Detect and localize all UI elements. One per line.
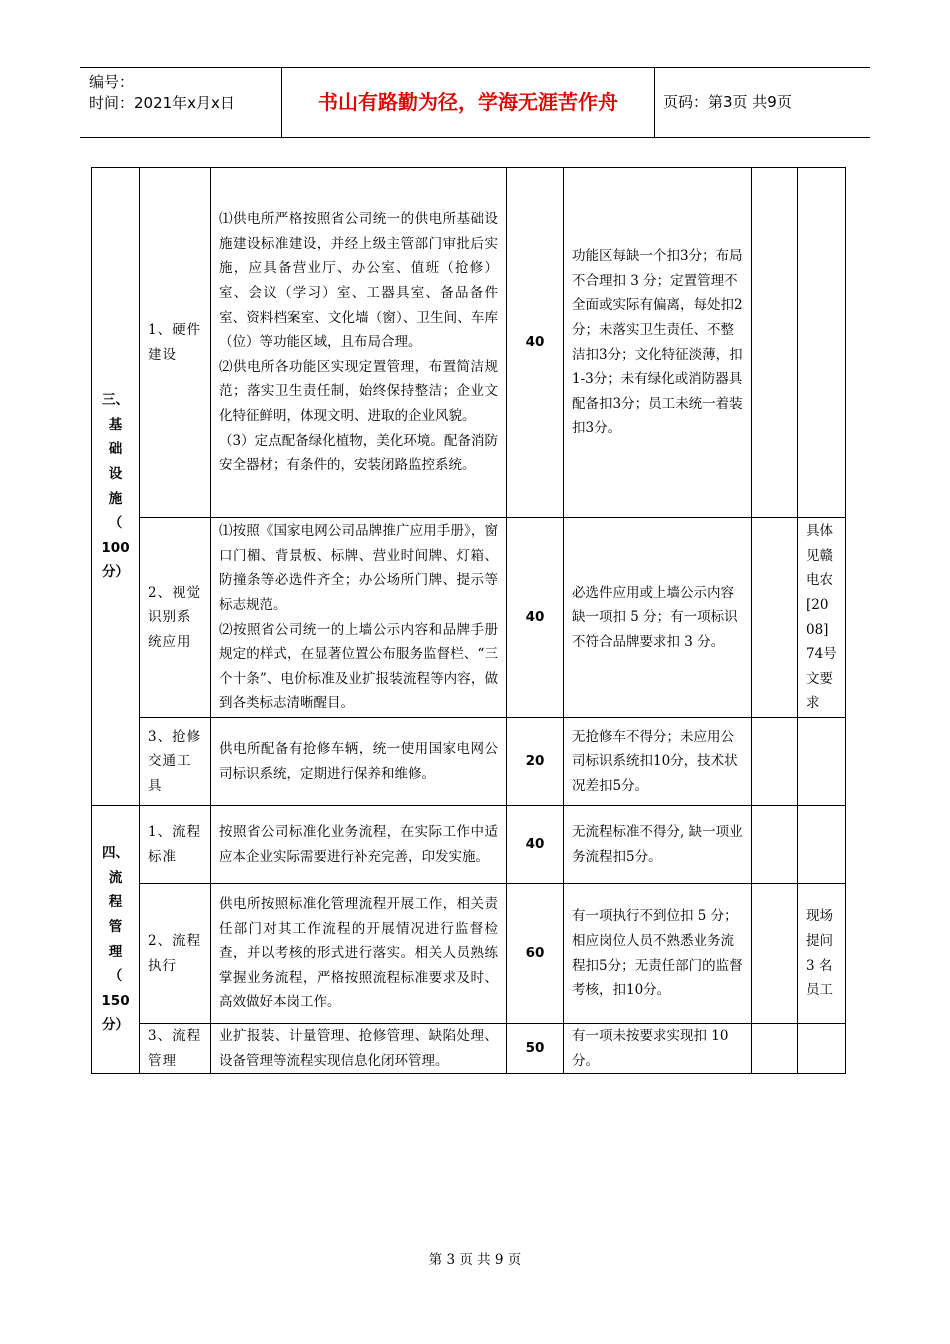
table-row [92, 806, 846, 884]
item-content: ⑴供电所严格按照省公司统一的供电所基础设施建设标准建设，并经上级主管部门审批后实施，应具备营业厅、办公室、值班（抢修）室、会议（学习）室、工器具室、备品备件室、资料档案室、文化墙（窗）、卫生间、车库（位）等功能区域，且布局合理。 ⑵供电所各功能区实现定置管理，布置简洁规范；落实卫生责任制，始终保持整洁；企业文化特征鲜明，体现文明、进取的企业风貌。 （3）定点配备绿化植物，美化环境。配备消防安全器材；有条件的，安装闭路监控系统。 [211, 168, 507, 518]
item-name: 2、视觉识别系统应用 [140, 518, 211, 718]
item-name: 2、流程执行 [140, 884, 211, 1024]
deduction-rule: 无流程标准不得分, 缺一项业务流程扣5分。 [564, 806, 752, 884]
remark-cell: 现场提问 3 名员工 [798, 884, 846, 1024]
item-content: 供电所按照标准化管理流程开展工作，相关责任部门对其工作流程的开展情况进行监督检查，并以考核的形式进行落实。相关人员熟练掌握业务流程，严格按照流程标准要求及时、高效做好本岗工作。 [211, 884, 507, 1024]
blank-cell [752, 518, 798, 718]
item-name: 1、流程标准 [140, 806, 211, 884]
item-name: 3、抢修交通工具 [140, 718, 211, 806]
item-score: 50 [507, 1024, 564, 1074]
table-row [92, 518, 846, 718]
item-content: 供电所配备有抢修车辆，统一使用国家电网公司标识系统，定期进行保养和维修。 [211, 718, 507, 806]
remark-cell [798, 806, 846, 884]
deduction-rule: 有一项执行不到位扣 5 分；相应岗位人员不熟悉业务流程扣5分；无责任部门的监督考核，扣10分。 [564, 884, 752, 1024]
number-label: 编号： [89, 73, 135, 91]
item-content: ⑴按照《国家电网公司品牌推广应用手册》，窗口门楣、背景板、标牌、营业时间牌、灯箱、防撞条等必选件齐全；办公场所门牌、提示等标志规范。 ⑵按照省公司统一的上墙公示内容和品牌手册规定的样式，在显著位置公布服务监督栏、“三个十条”、电价标准及业扩报装流程等内容，做到各类标志清晰醒目。 [211, 518, 507, 718]
blank-cell [752, 718, 798, 806]
item-name: 1、硬件建设 [140, 168, 211, 518]
header-meta-cell [80, 68, 282, 137]
blank-cell [752, 1024, 798, 1074]
remark-cell [798, 718, 846, 806]
page-header [80, 67, 870, 138]
item-score: 60 [507, 884, 564, 1024]
deduction-rule: 无抢修车不得分；未应用公司标识系统扣10分，技术状况差扣5分。 [564, 718, 752, 806]
remark-cell: 具体见赣电农[2008]74号文要求 [798, 518, 846, 718]
item-content: 业扩报装、计量管理、抢修管理、缺陷处理、设备管理等流程实现信息化闭环管理。 [211, 1024, 507, 1074]
blank-cell [752, 168, 798, 518]
header-page-label: 页码：第3页 共9页 [663, 93, 792, 111]
item-score: 40 [507, 806, 564, 884]
item-score: 40 [507, 168, 564, 518]
table-row [92, 884, 846, 1024]
header-motto: 书山有路勤为径，学海无涯苦作舟 [282, 68, 655, 137]
deduction-rule: 功能区每缺一个扣3分；布局不合理扣 3 分；定置管理不全面或实际有偏离，每处扣2分；未落实卫生责任、不整洁扣3分；文化特征淡薄，扣1-3分；未有绿化或消防器具配备扣3分；员工未统一着装扣3分。 [564, 168, 752, 518]
blank-cell [752, 884, 798, 1024]
assessment-table [91, 167, 846, 1074]
item-name: 3、流程管理 [140, 1024, 211, 1074]
table-row [92, 1024, 846, 1074]
remark-cell [798, 1024, 846, 1074]
deduction-rule: 有一项未按要求实现扣 10 分。 [564, 1024, 752, 1074]
table-row [92, 718, 846, 806]
section-title: 四、 流 程 管 理 （ 150 分） [92, 806, 140, 1074]
item-score: 20 [507, 718, 564, 806]
section-title: 三、 基 础 设 施 （ 100 分） [92, 168, 140, 806]
blank-cell [752, 806, 798, 884]
time-label: 时间：2021年x月x日 [89, 94, 235, 112]
remark-cell [798, 168, 846, 518]
page-footer: 第 3 页 共 9 页 [428, 1252, 522, 1268]
table-row [92, 168, 846, 518]
deduction-rule: 必选件应用或上墙公示内容缺一项扣 5 分；有一项标识不符合品牌要求扣 3 分。 [564, 518, 752, 718]
item-score: 40 [507, 518, 564, 718]
item-content: 按照省公司标准化业务流程，在实际工作中适应本企业实际需要进行补充完善，印发实施。 [211, 806, 507, 884]
